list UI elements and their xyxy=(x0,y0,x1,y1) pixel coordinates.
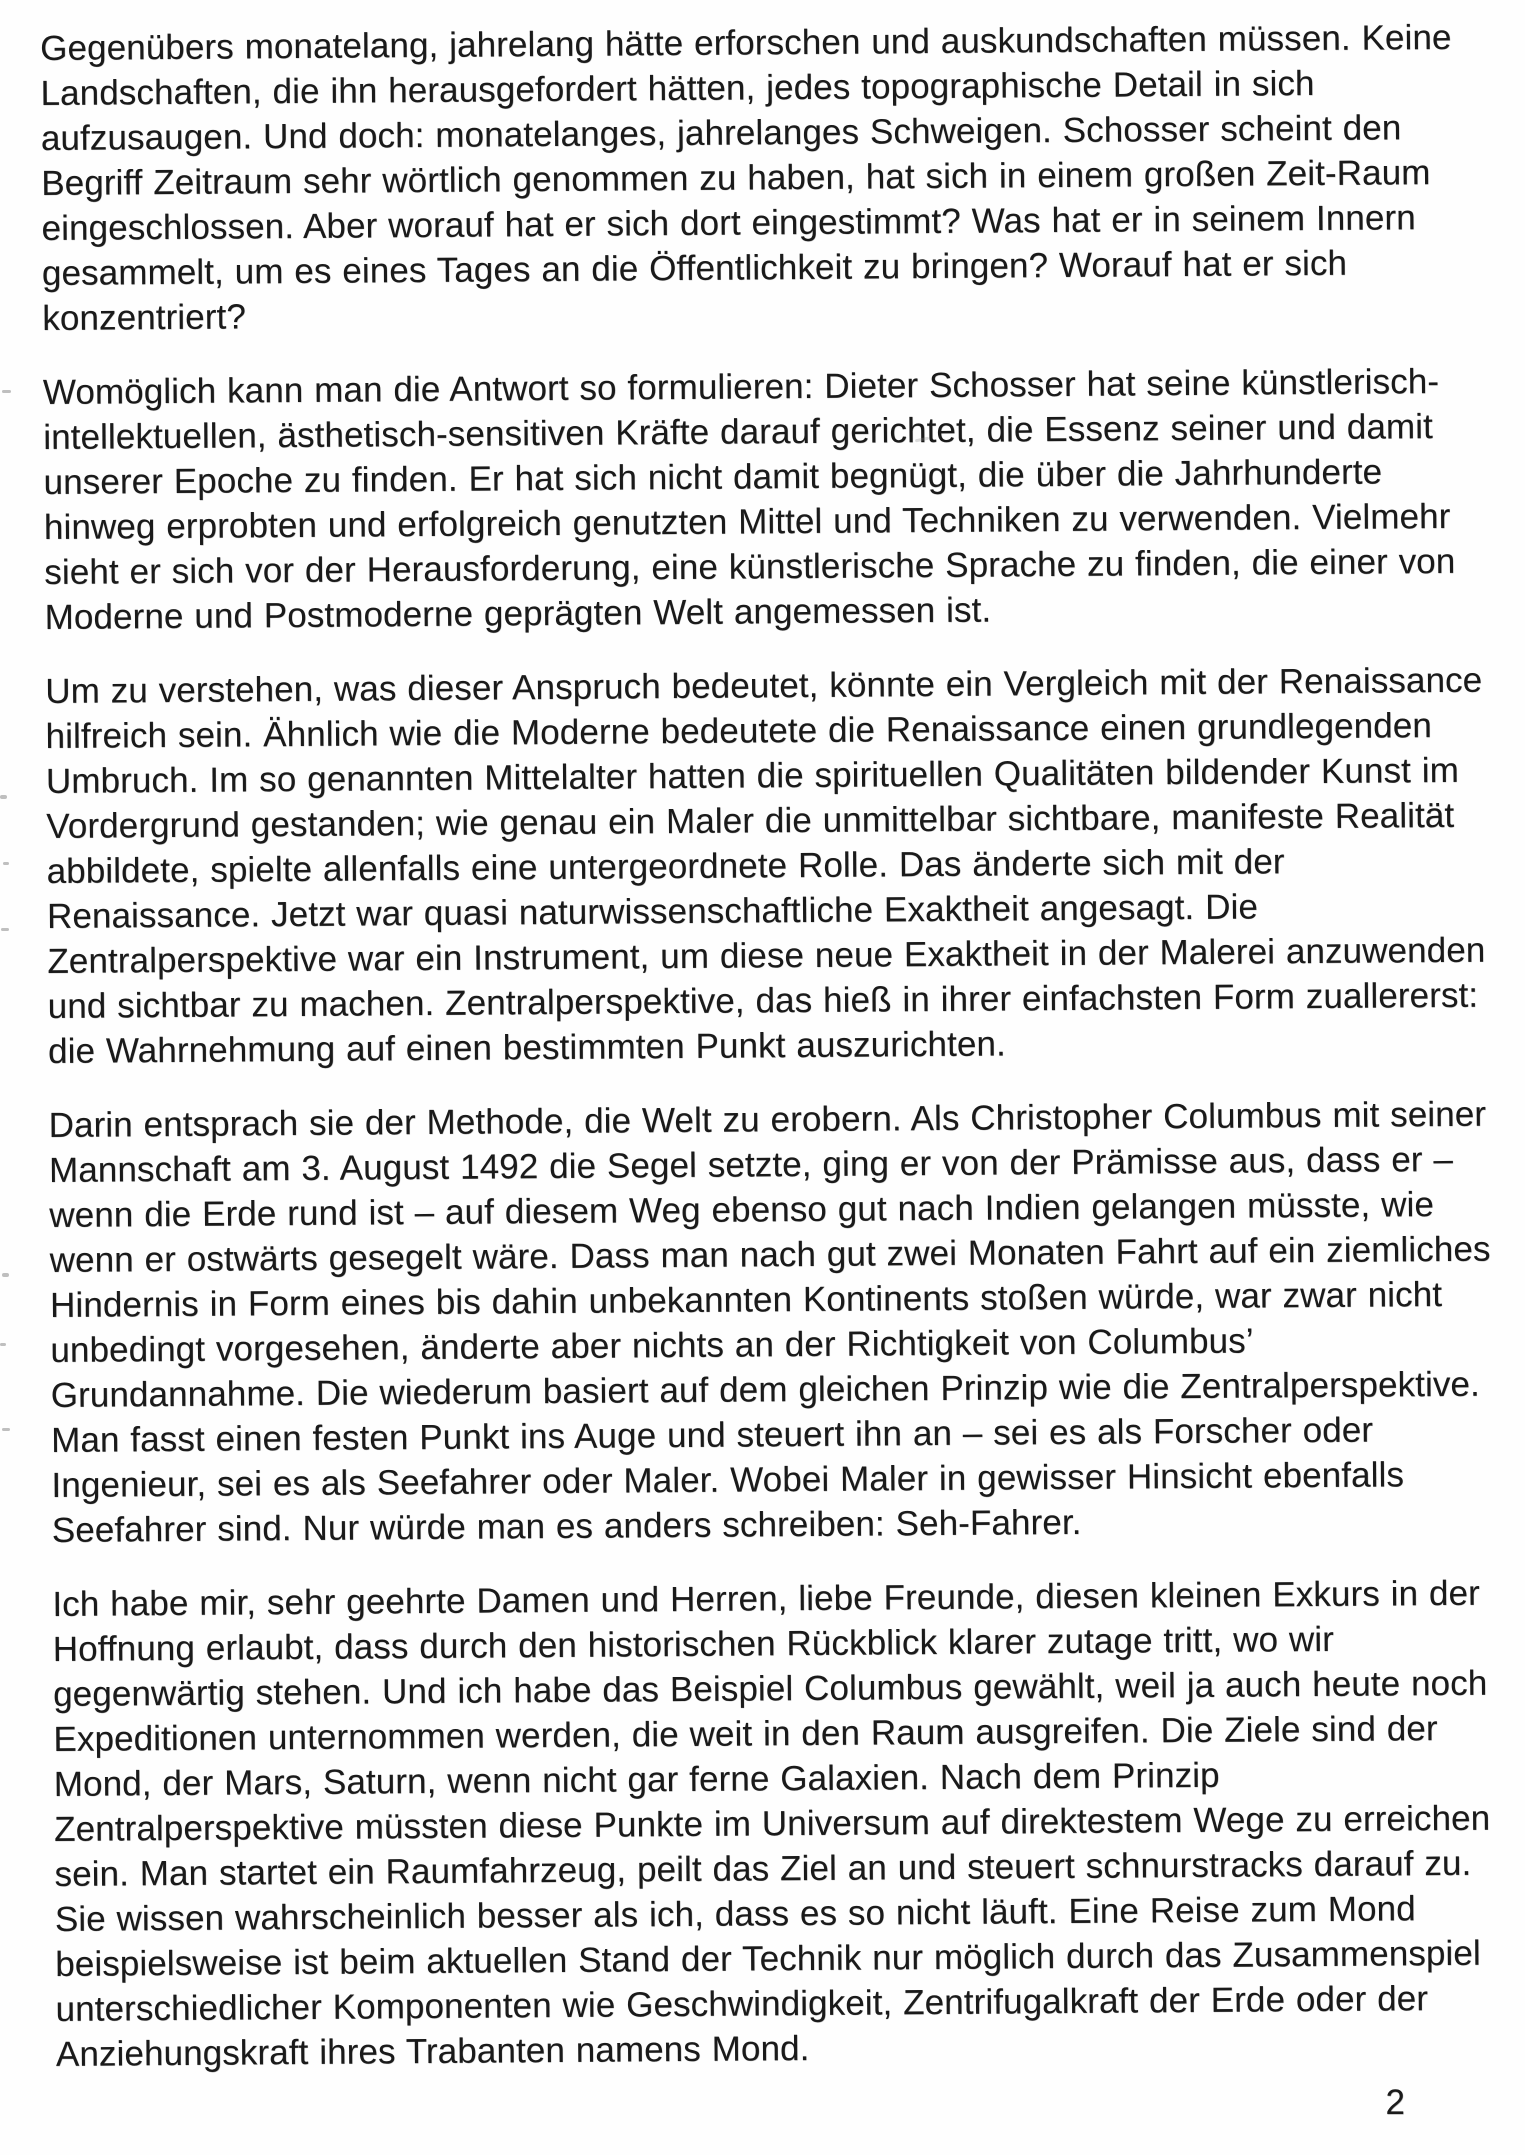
document-text xyxy=(40,15,1508,2106)
scan-artifact xyxy=(1,928,9,931)
scan-artifact xyxy=(2,1428,10,1431)
scan-artifact xyxy=(0,1343,6,1346)
paragraph: Um zu verstehen, was dieser Anspruch bedeutet, könnte ein Vergleich mit der Renaissance hilfreich sein. Ähnlich wie die Moderne bedeutete die Renaissance einen grundlegenden Umbruch. Im so genannten Mittelalter hatten die spirituellen Qualitäten bildender Kunst im Vordergrund gestanden; wie genau ein Maler die unmittelbar sichtbare, manifeste Realität abbildete, spielte allenfalls eine untergeordnete Rolle. Das änderte sich mit der Renaissance. Jetzt war quasi naturwissenschaftliche Exaktheit angesagt. Die Zentralperspektive war ein Instrument, um diese neue Exaktheit in der Malerei anzuwenden und sichtbar zu machen. Zentralperspektive, das hieß in ihrer einfachsten Form zuallererst: die Wahrnehmung auf einen bestimmten Punkt auszurichten. xyxy=(45,660,1486,1071)
paragraph: Womöglich kann man die Antwort so formulieren: Dieter Schosser hat seine künstlerisch-intellektuellen, ästhetisch-sensitiven Kräfte darauf gerichtet, die Essenz seiner und damit unserer Epoche zu finden. Er hat sich nicht damit begnügt, die über die Jahrhunderte hinweg erprobten und erfolgreich genutzten Mittel und Techniken zu verwenden. Vielmehr sieht er sich vor der Herausforderung, eine künstlerische Sprache zu finden, die einer von Moderne und Postmoderne geprägten Welt angemessen ist. xyxy=(42,362,1456,637)
paragraph: Darin entsprach sie der Methode, die Welt zu erobern. Als Christopher Columbus mit seiner Mannschaft am 3. August 1492 die Segel setzte, ging er von der Prämisse aus, dass er – wenn die Erde rund ist – auf diesem Weg ebenso gut nach Indien gelangen müsste, wie wenn er ostwärts gesegelt wäre. Dass man nach gut zwei Monaten Fahrt auf ein ziemliches Hindernis in Form eines bis dahin unbekannten Kontinents stoßen würde, war zwar nicht unbedingt vorgesehen, änderte aber nichts an der Richtigkeit von Columbus’ Grundannahme. Die wiederum basiert auf dem gleichen Prinzip wie die Zentralperspektive. Man fasst einen festen Punkt ins Auge und steuert ihn an – sei es als Forscher oder Ingenieur, sei es als Seefahrer oder Maler. Wobei Maler in gewisser Hinsicht ebenfalls Seefahrer sind. Nur würde man es anders schreiben: Seh-Fahrer. xyxy=(48,1094,1491,1550)
scan-artifact xyxy=(2,390,11,393)
page-number: 2 xyxy=(1385,2083,1405,2122)
scan-artifact xyxy=(2,1273,9,1277)
scan-artifact xyxy=(0,795,7,799)
paragraph: Ich habe mir, sehr geehrte Damen und Herren, liebe Freunde, diesen kleinen Exkurs in der Hoffnung erlaubt, dass durch den historischen Rückblick klarer zutage tritt, wo wir gegenwärtig stehen. Und ich habe das Beispiel Columbus gewählt, weil ja auch heute noch Expeditionen unternommen werden, die weit in den Raum ausgreifen. Die Ziele sind der Mond, der Mars, Saturn, wenn nicht gar ferne Galaxien. Nach dem Prinzip Zentralperspektive müssten diese Punkte im Universum auf direktestem Wege zu erreichen sein. Man startet ein Raumfahrzeug, peilt das Ziel an und steuert schnurstracks darauf zu. Sie wissen wahrscheinlich besser als ich, dass es so nicht läuft. Eine Reise zum Mond beispielsweise ist beim aktuellen Stand der Technik nur möglich durch das Zusammenspiel unterschiedlicher Komponenten wie Geschwindigkeit, Zentrifugalkraft der Erde oder der Anziehungskraft ihres Trabanten namens Mond. xyxy=(52,1573,1491,2074)
paragraph: Gegenübers monatelang, jahrelang hätte erforschen und auskundschaften müssen. Keine Landschaften, die ihn herausgefordert hätten, jedes topographische Detail in sich aufzusaugen. Und doch: monatelanges, jahrelanges Schweigen. Schosser scheint den Begriff Zeitraum sehr wörtlich genommen zu haben, hat sich in einem großen Zeit-Raum eingeschlossen. Aber worauf hat er sich dort eingestimmt? Was hat er in seinem Innern gesammelt, um es eines Tages an die Öffentlichkeit zu bringen? Worauf hat er sich konzentriert? xyxy=(40,17,1452,338)
scan-artifact xyxy=(3,862,9,865)
